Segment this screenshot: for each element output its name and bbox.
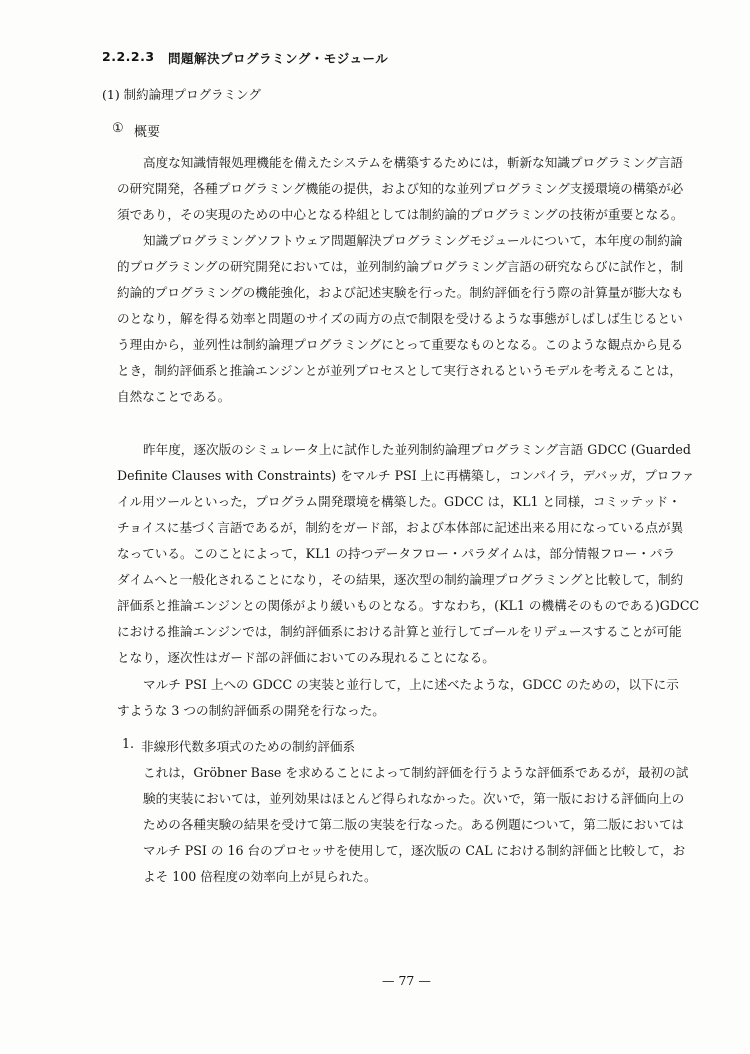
paragraph-4-line-1: マルチ PSI 上への GDCC の実装と並行して，上に述べたような，GDCC のための，以下に示 <box>143 677 679 692</box>
paragraph-4-line-2: すような 3 つの制約評価系の開発を行なった。 <box>117 703 385 718</box>
paragraph-2-line-7: 自然なことである。 <box>117 389 231 404</box>
paragraph-1-line-1: 高度な知識情報処理機能を備えたシステムを構築するためには，斬新な知識プログラミング言語 <box>143 155 684 170</box>
list-item-line-4: マルチ PSI の 16 台のプロセッサを使用して，逐次版の CAL における制約評価と比較して，お <box>143 843 686 858</box>
paragraph-2-line-3: 約論的プログラミングの機能強化，および記述実験を行った。制約評価を行う際の計算量が膨大なも <box>117 285 684 300</box>
list-item-title: 非線形代数多項式のための制約評価系 <box>141 739 356 754</box>
heading-title: 概要 <box>134 125 161 140</box>
paragraph-3-line-2: Definite Clauses with Constraints) をマルチ PSI 上に再構築し，コンパイラ，デバッガ，プロファ <box>117 468 695 483</box>
paragraph-2-line-5: う理由から，並列性は制約論理プログラミングにとって重要なものとなる。このような観点から見る <box>117 337 684 352</box>
paragraph-2-line-1: 知識プログラミングソフトウェア問題解決プログラミングモジュールについて，本年度の制約論 <box>143 233 683 248</box>
paragraph-2-line-2: 的プログラミングの研究開発においては，並列制約論プログラミング言語の研究ならびに試作と，制 <box>117 259 684 274</box>
paragraph-3-line-4: チョイスに基づく言語であるが，制約をガード部，および本体部に記述出来る用になっている点が異 <box>117 520 684 535</box>
paragraph-3-line-9: となり，逐次性はガード部の評価においてのみ現れることになる。 <box>117 650 495 665</box>
section-title: 問題解決プログラミング・モジュール <box>168 51 389 66</box>
paragraph-1-line-3: 須であり，その実現のための中心となる枠組としては制約論的プログラミングの技術が重要となる。 <box>117 207 684 222</box>
section-number: 2.2.2.3 <box>102 49 155 64</box>
paragraph-3-line-3: イル用ツールといった，プログラム開発環境を構築した。GDCC は，KL1 と同様，コミッテッド・ <box>117 494 681 509</box>
paragraph-3-line-8: における推論エンジンでは，制約評価系における計算と並行してゴールをリデュースすることが可能 <box>117 624 682 639</box>
list-item-line-3: ための各種実験の結果を受けて第二版の実装を行なった。ある例題について，第二版においては <box>143 817 685 832</box>
subsection-title: (1) 制約論理プログラミング <box>102 87 261 102</box>
paragraph-3-line-1: 昨年度，逐次版のシミュレータ上に試作した並列制約論理プログラミング言語 GDCC (Guarded <box>143 442 691 457</box>
paragraph-3-line-7: 評価系と推論エンジンとの関係がより緩いものとなる。すなわち，(KL1 の機構そのものである)GDCC <box>117 598 700 613</box>
paragraph-2-line-4: のとなり，解を得る効率と問題のサイズの両方の点で制限を受けるような事態がしばしば生じるとい <box>117 311 683 326</box>
list-item-line-5: よそ 100 倍程度の効率向上が見られた。 <box>143 869 377 884</box>
heading-marker: ① <box>112 121 124 136</box>
paragraph-3-line-6: ダイムへと一般化されることになり，その結果，逐次型の制約論理プログラミングと比較して，制約 <box>117 572 684 587</box>
list-item-line-1: これは，Gröbner Base を求めることによって制約評価を行うような評価系であるが，最初の試 <box>143 765 689 780</box>
paragraph-1-line-2: の研究開発，各種プログラミング機能の提供，および知的な並列プログラミング支援環境の構築が必 <box>117 181 684 196</box>
page-number: — 77 — <box>382 973 431 988</box>
list-item-line-2: 験的実装においては，並列効果はほとんど得られなかった。次いで，第一版における評価向上の <box>143 791 685 806</box>
paragraph-3-line-5: なっている。このことによって，KL1 の持つデータフロー・パラダイムは，部分情報フロー・パラ <box>117 546 676 561</box>
list-item-number: 1. <box>122 736 135 751</box>
paragraph-2-line-6: とき，制約評価系と推論エンジンとが並列プロセスとして実行されるというモデルを考えることは， <box>117 363 682 378</box>
